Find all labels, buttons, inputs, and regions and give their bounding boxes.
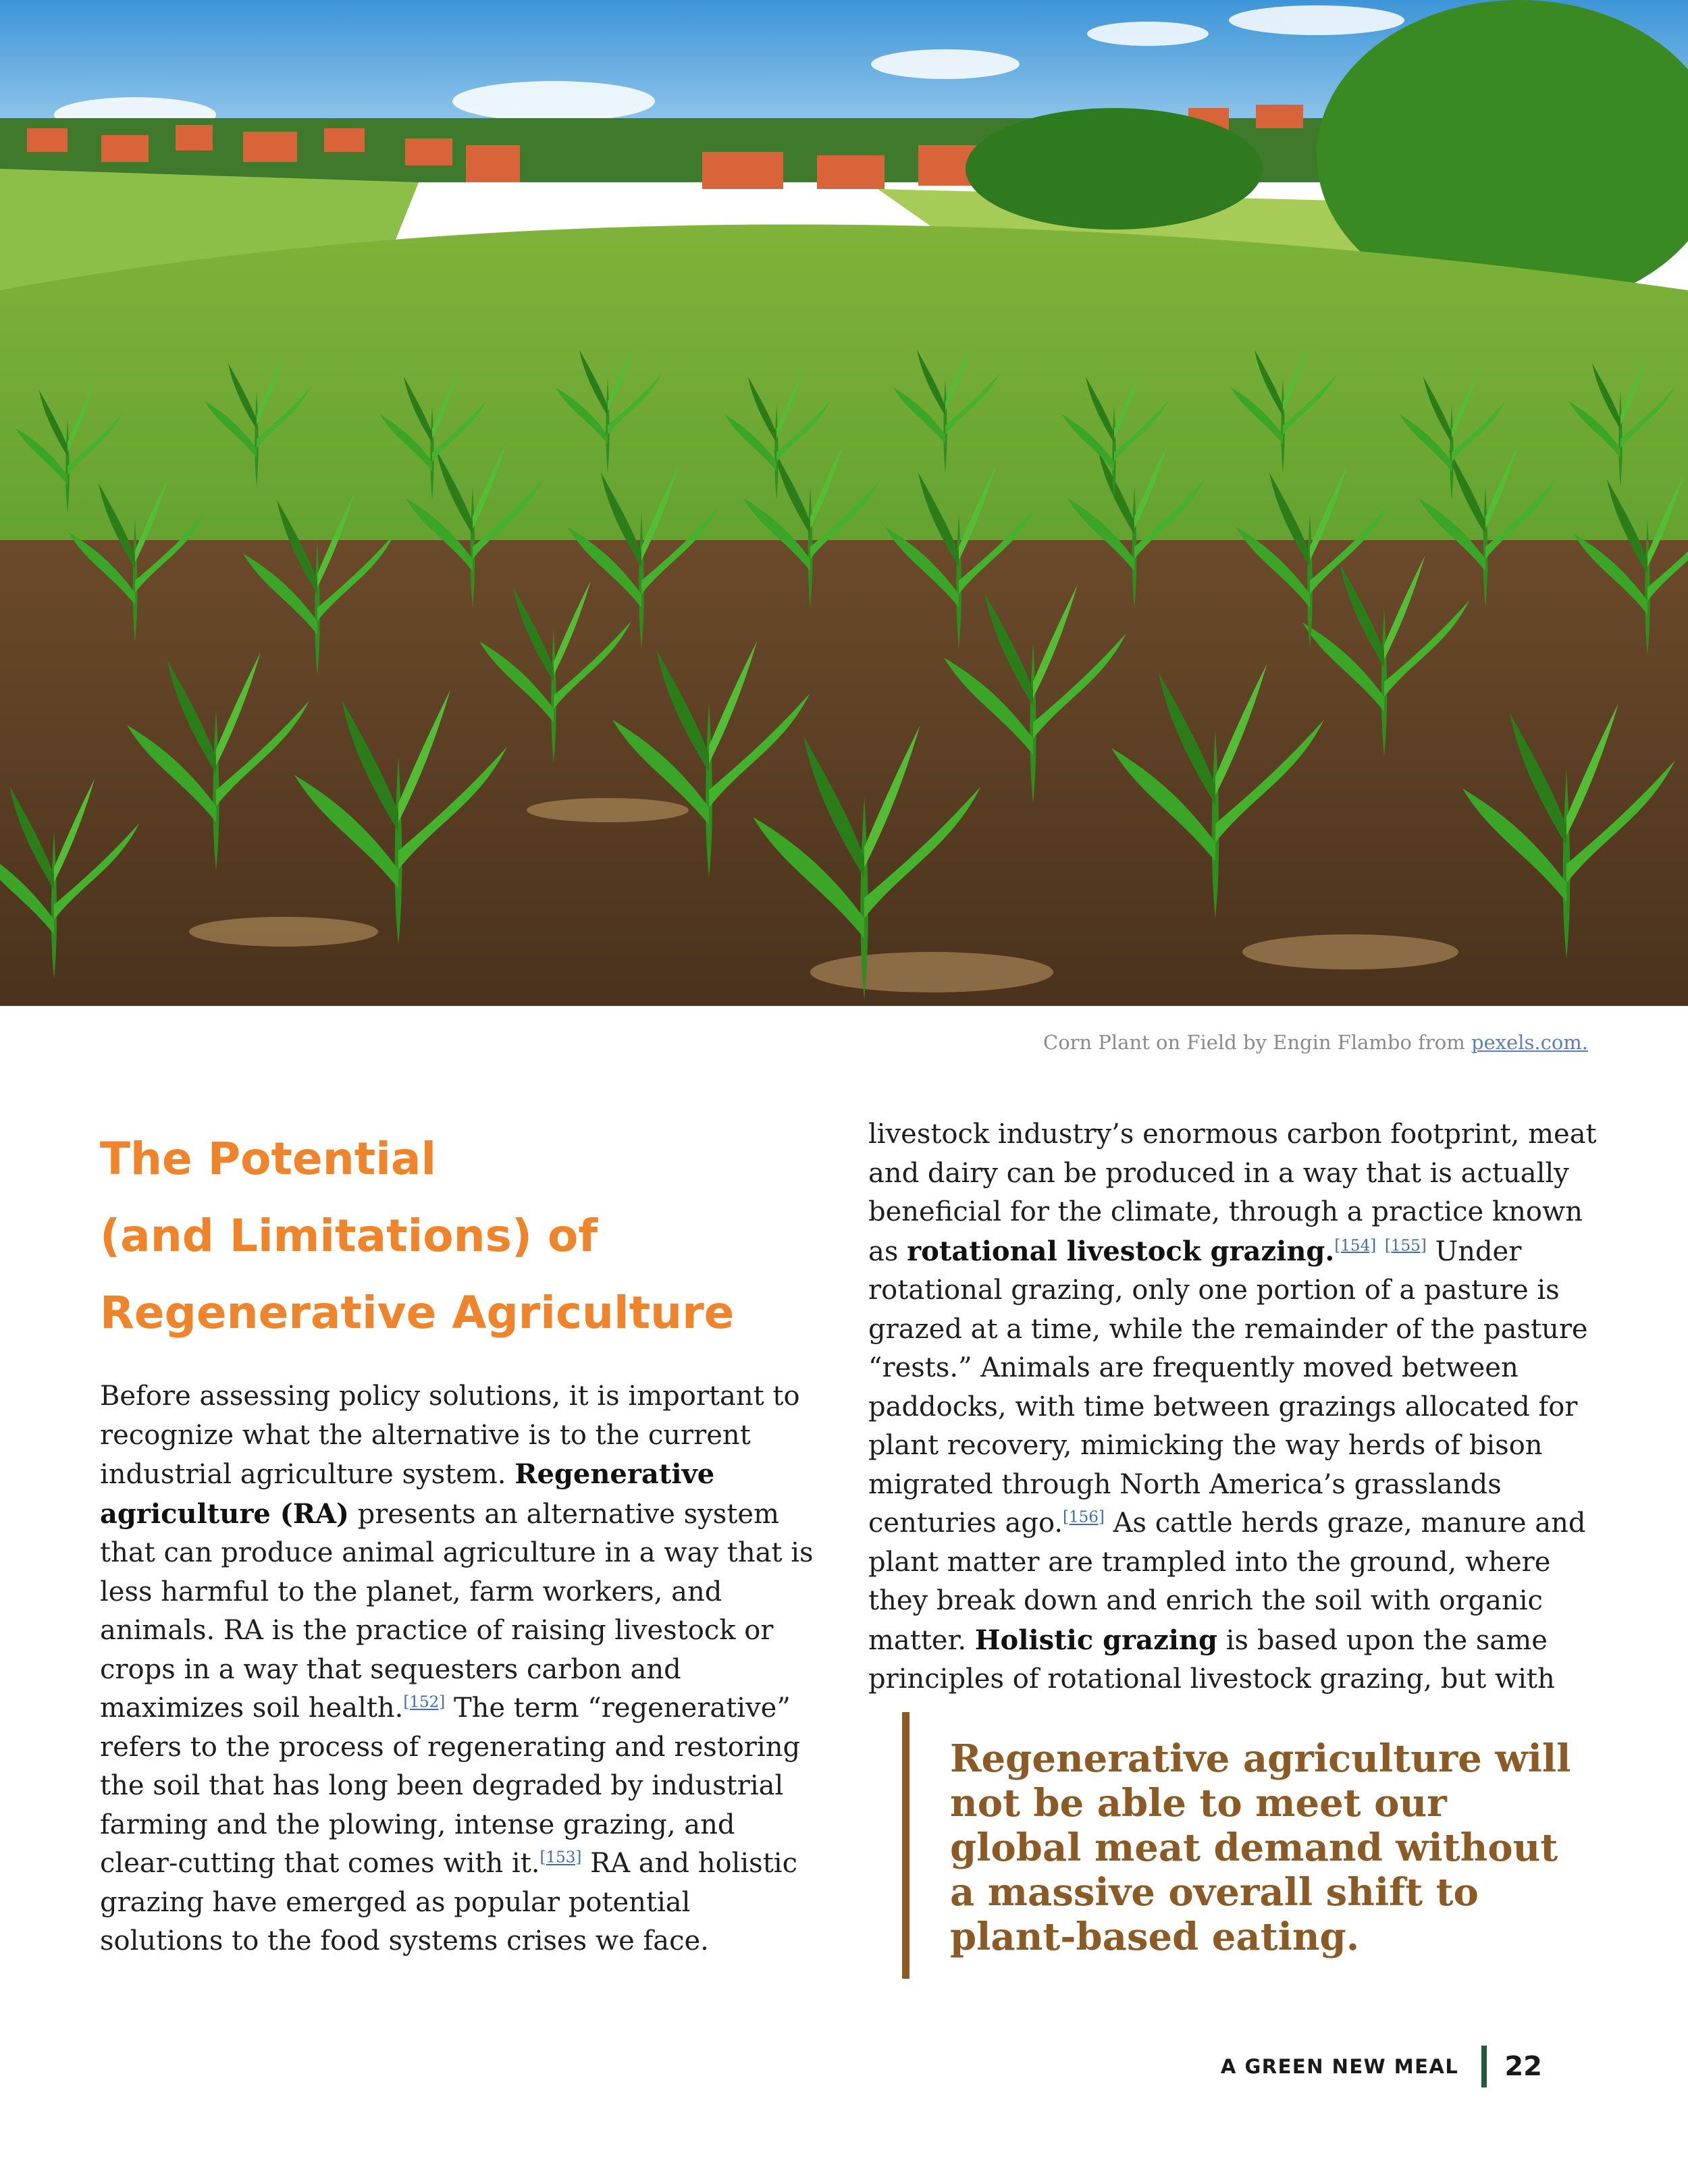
text-run: livestock industry’s enormous carbon footprint, meat and dairy can be produced in a way that is actually beneficial for the climate, through a practice known as — [868, 1119, 1597, 1267]
text-run: Under rotational grazing, only one portion of a pasture is grazed at a time, while the remainder of the pasture “rests.” Animals are frequently moved between paddocks, with time between grazings allocated for plant recovery, mimicking the way herds of bison migrated through North America’s grasslands centuries ago. — [868, 1235, 1588, 1539]
pull-quote — [902, 1712, 1585, 1979]
bold-term-regenerative-agriculture: Regenerative agriculture (RA) — [100, 1458, 715, 1530]
footnote-ref-153[interactable]: [153] — [539, 1848, 582, 1867]
hero-photo-corn-field — [0, 0, 1688, 1006]
page-footer — [1221, 2046, 1542, 2087]
footer-brand: A GREEN NEW MEAL — [1220, 2055, 1459, 2078]
text-run: presents an alternative system that can produce animal agriculture in a way that is less harmful to the planet, farm workers, and animals. RA is the practice of raising livestock or crops in a way that sequesters carbon and maximizes soil health. — [100, 1498, 814, 1724]
footnote-ref-156[interactable]: [156] — [1063, 1508, 1105, 1526]
caption-link[interactable]: pexels.com. — [1471, 1031, 1588, 1054]
right-column — [868, 1115, 1598, 1699]
text-run: is based upon the same principles of rotational livestock grazing, but with — [868, 1624, 1555, 1695]
page-number: 22 — [1504, 2051, 1542, 2082]
pull-quote-text: Regenerative agriculture will not be able to meet our global meat demand without a massive overall shift to plant-based eating. — [950, 1736, 1571, 1959]
section-heading — [100, 1121, 809, 1352]
caption-text: Corn Plant on Field by Engin Flambo from — [1043, 1031, 1465, 1054]
bold-term-holistic-grazing: Holistic grazing — [974, 1624, 1218, 1656]
footnote-ref-155[interactable]: [155] — [1384, 1237, 1427, 1255]
text-run: RA and holistic grazing have emerged as popular potential solutions to the food systems crises we face. — [100, 1848, 797, 1956]
heading-line-1: The Potential — [100, 1133, 437, 1185]
footnote-ref-154[interactable]: [154] — [1334, 1237, 1377, 1255]
bold-term-rotational-grazing: rotational livestock grazing. — [907, 1235, 1335, 1267]
text-run: As cattle herds graze, manure and plant matter are trampled into the ground, where they break down and enrich the soil with organic matter. — [868, 1508, 1586, 1656]
right-paragraph — [868, 1115, 1598, 1699]
left-column — [100, 1377, 816, 1961]
left-paragraph — [100, 1377, 816, 1961]
text-run: Before assessing policy solutions, it is important to recognize what the alternative is to the current industrial agriculture system. — [100, 1381, 800, 1490]
text-run: The term “regenerative” refers to the process of regenerating and restoring the soil that has long been degraded by industrial farming and the plowing, intense grazing, and clear-cutting that comes with it. — [100, 1693, 801, 1879]
heading-line-3: Regenerative Agriculture — [100, 1287, 735, 1339]
footnote-ref-152[interactable]: [152] — [403, 1693, 446, 1711]
photo-caption — [1043, 1031, 1588, 1054]
heading-line-2: (and Limitations) of — [100, 1210, 598, 1262]
footer-divider — [1481, 2046, 1487, 2087]
